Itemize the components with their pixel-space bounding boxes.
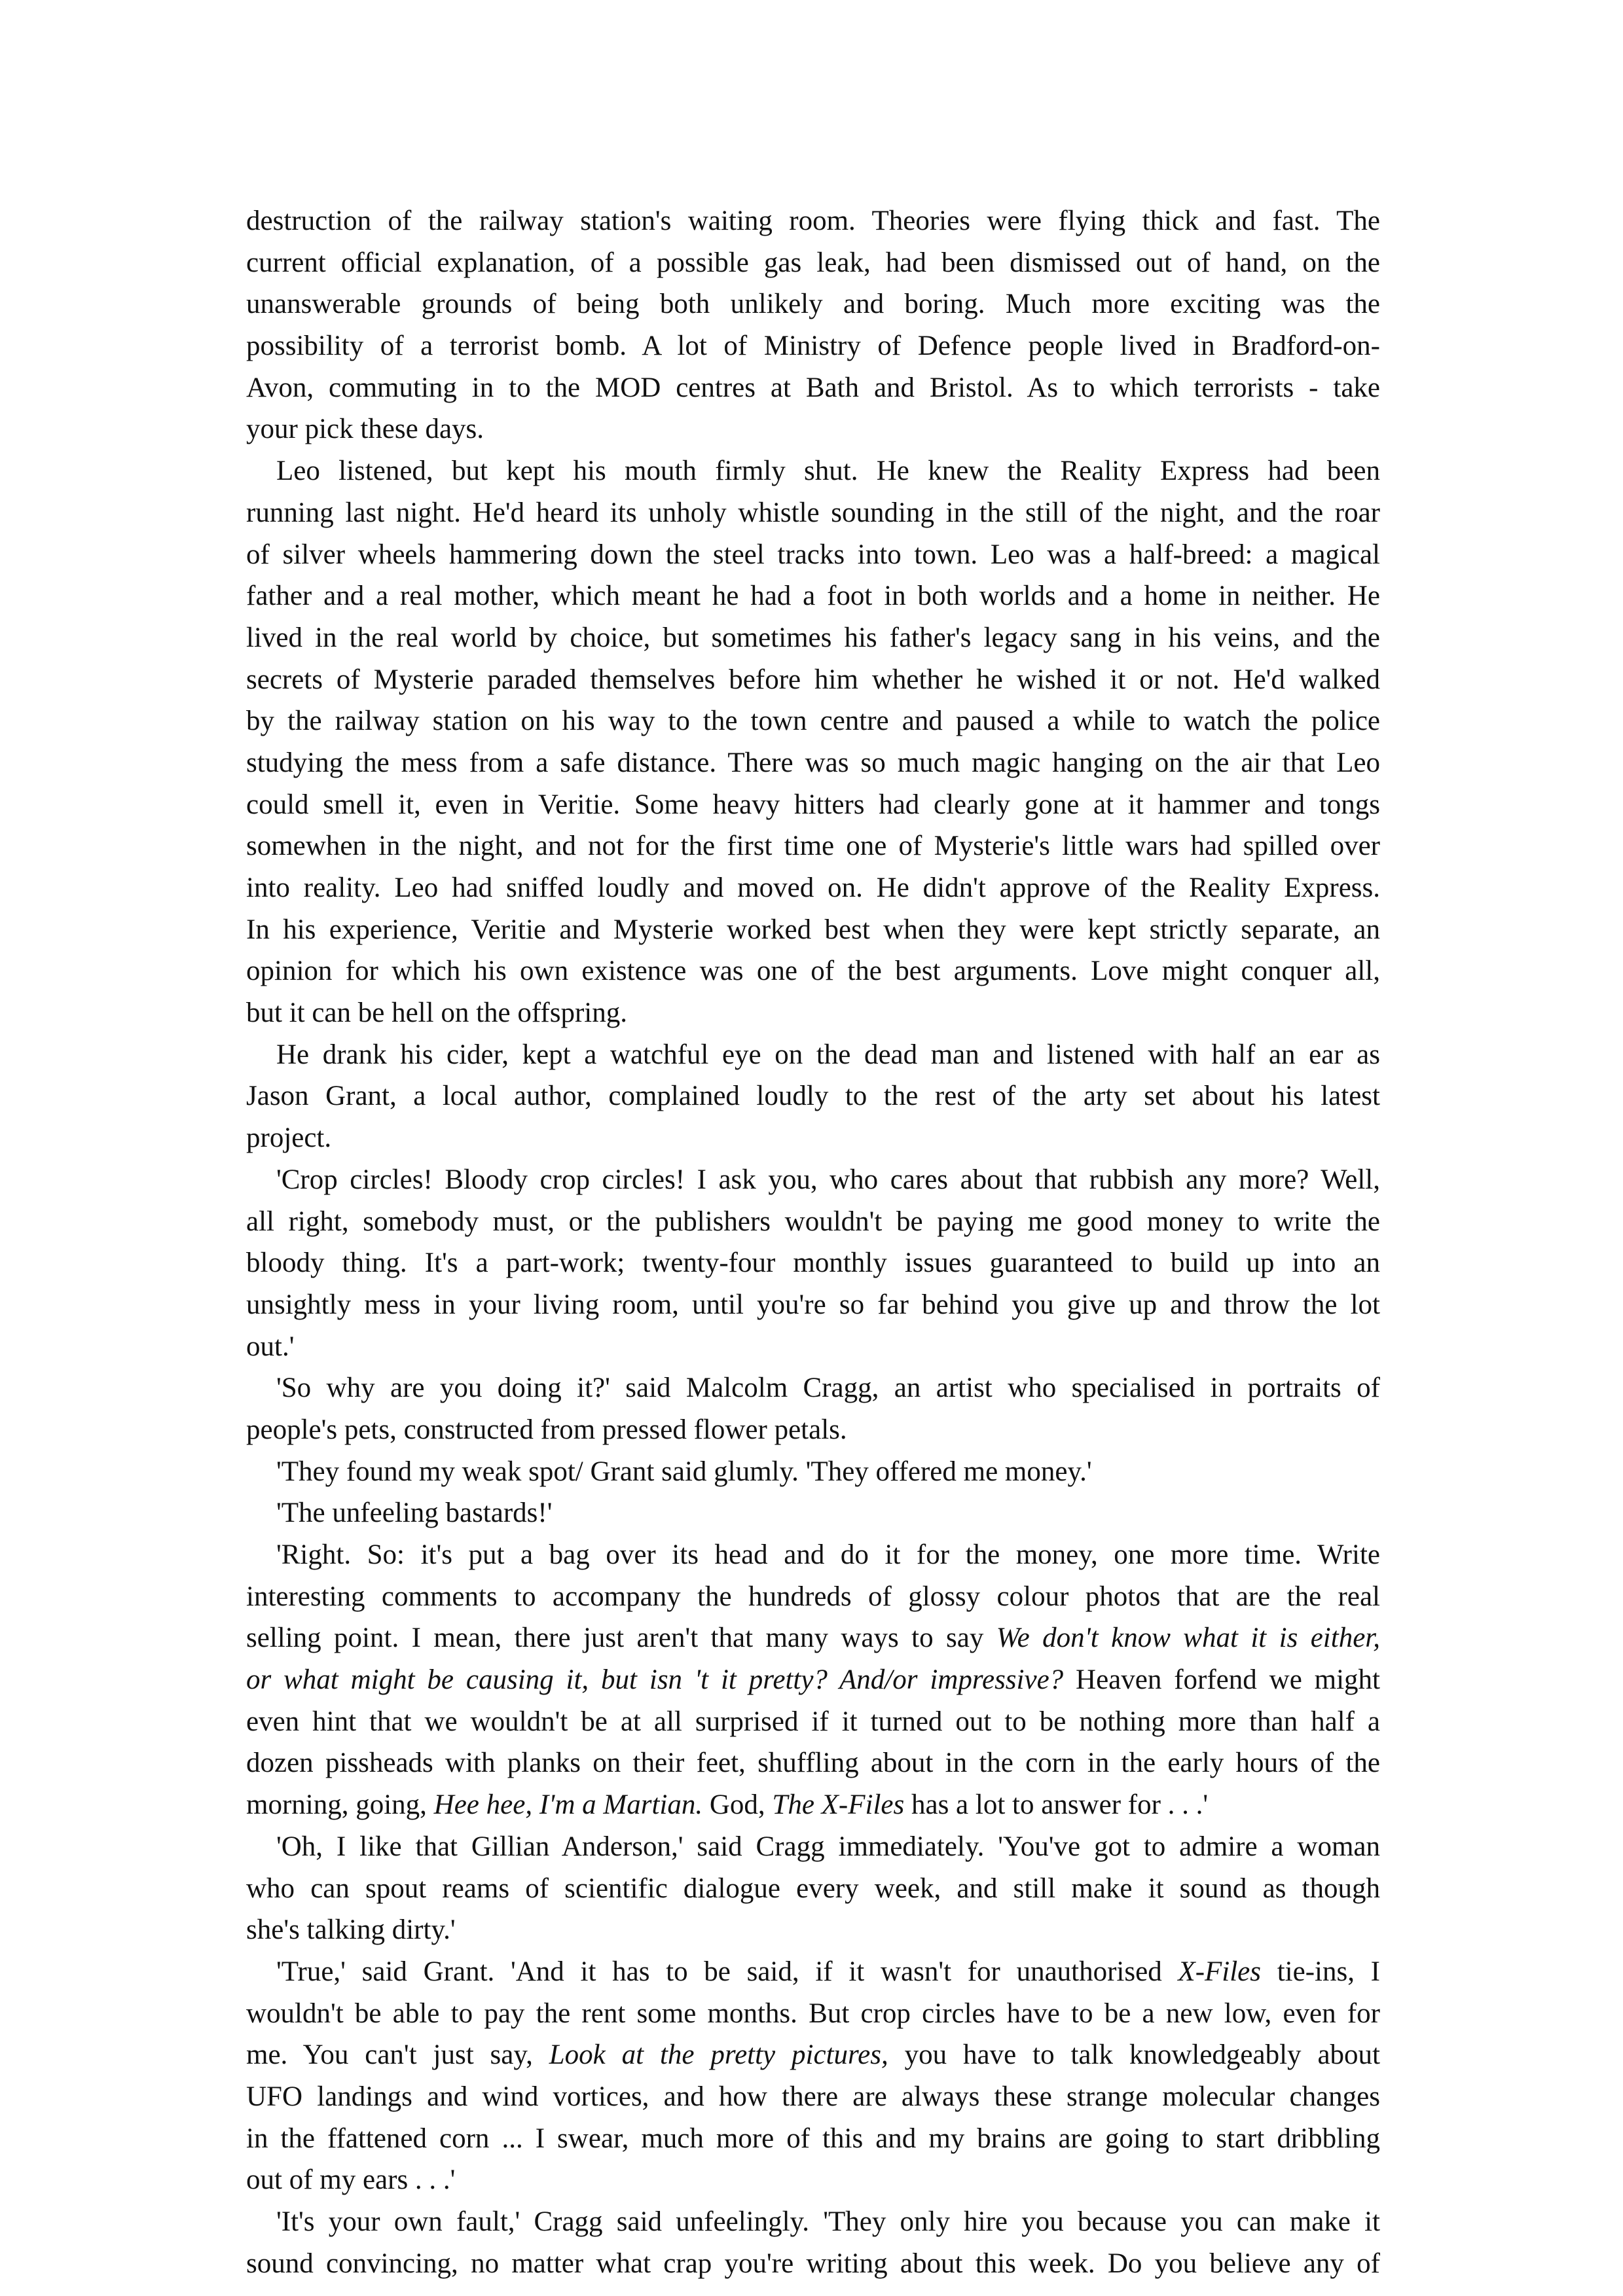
text-segment: she's talking dirty.' [246,1914,456,1946]
text-segment: Jason Grant, a local author, complained loudly to the rest of the arty set about his latest [246,1081,1380,1112]
text-line [246,617,1380,659]
italic-text: X-Files [1178,1956,1261,1987]
text-segment: even hint that we wouldn't be at all surprised if it turned out to be nothing more than half a [246,1706,1380,1737]
text-segment: out of my ears . . .' [246,2164,456,2196]
text-line [246,2201,1380,2243]
text-segment: 'Oh, I like that Gillian Anderson,' said Cragg immediately. 'You've got to admire a woman [276,1831,1380,1862]
text-segment: selling point. I mean, there just aren't that many ways to say [246,1623,996,1654]
text-segment: in the ffattened corn ... I swear, much more of this and my brains are going to start dribbling [246,2123,1380,2154]
text-segment: 'So why are you doing it?' said Malcolm Cragg, an artist who specialised in portraits of [276,1372,1380,1404]
text-segment: unanswerable grounds of being both unlikely and boring. Much more exciting was the [246,289,1380,320]
text-segment: 'True,' said Grant. 'And it has to be said, if it wasn't for unauthorised [276,1956,1178,1987]
text-segment: tie-ins, I [1261,1956,1380,1987]
text-segment: He drank his cider, kept a watchful eye on the dead man and listened with half an ear as [276,1039,1380,1070]
text-line [246,700,1380,742]
text-line [246,1034,1380,1076]
text-segment: me. You can't just say, [246,2039,549,2071]
text-segment: by the railway station on his way to the town centre and paused a while to watch the police [246,706,1380,737]
text-line [246,1201,1380,1243]
text-segment: somewhen in the night, and not for the first time one of Mysterie's little wars had spilled over [246,831,1380,862]
text-segment: God, [702,1789,773,1821]
text-segment: opinion for which his own existence was one of the best arguments. Love might conquer all, [246,956,1380,987]
text-segment: but it can be hell on the offspring. [246,997,627,1029]
text-segment: 'Right. So: it's put a bag over its head and do it for the money, one more time. Write [276,1539,1380,1570]
text-line [246,1784,1380,1826]
text-segment: studying the mess from a safe distance. There was so much magic hanging on the air that Leo [246,747,1380,778]
text-segment: into reality. Leo had sniffed loudly and moved on. He didn't approve of the Reality Express. [246,872,1380,903]
text-line [246,450,1380,492]
text-line [246,200,1380,242]
text-line [246,1284,1380,1326]
italic-text: Look at the pretty pictures, [549,2039,888,2071]
text-line [246,1534,1380,1576]
text-segment: you have to talk knowledgeably about [888,2039,1380,2071]
text-segment: project. [246,1122,332,1154]
text-segment: unsightly mess in your living room, until you're so far behind you give up and throw the lot [246,1289,1380,1320]
text-segment: interesting comments to accompany the hundreds of glossy colour photos that are the real [246,1581,1380,1612]
text-line [246,1075,1380,1117]
text-line [246,1451,1380,1493]
text-line [246,867,1380,909]
text-segment: father and a real mother, which meant he had a foot in both worlds and a home in neither. He [246,581,1380,612]
text-line [246,2243,1380,2285]
text-line [246,1117,1380,1159]
text-line [246,1909,1380,1951]
text-line [246,1159,1380,1201]
text-line [246,1326,1380,1368]
text-line [246,909,1380,951]
text-line [246,575,1380,617]
text-line [246,2034,1380,2076]
text-line [246,784,1380,826]
text-segment: 'The unfeeling bastards!' [276,1498,553,1529]
text-segment: morning, going, [246,1789,434,1821]
text-line [246,283,1380,325]
text-line [246,1367,1380,1409]
text-segment: UFO landings and wind vortices, and how there are always these strange molecular changes [246,2081,1380,2112]
text-segment: running last night. He'd heard its unholy whistle sounding in the still of the night, and the roar [246,497,1380,528]
text-segment: In his experience, Veritie and Mysterie worked best when they were kept strictly separate, an [246,914,1380,945]
text-segment: possibility of a terrorist bomb. A lot of Ministry of Defence people lived in Bradford-on- [246,331,1380,362]
text-segment: all right, somebody must, or the publishers wouldn't be paying me good money to write the [246,1206,1380,1237]
text-segment: current official explanation, of a possible gas leak, had been dismissed out of hand, on the [246,247,1380,278]
text-segment: Avon, commuting in to the MOD centres at Bath and Bristol. As to which terrorists - take [246,372,1380,403]
text-line [246,1492,1380,1534]
text-segment: bloody thing. It's a part-work; twenty-four monthly issues guaranteed to build up into an [246,1247,1380,1279]
text-line [246,1868,1380,1910]
text-line [246,1742,1380,1784]
text-segment: 'They found my weak spot/ Grant said glumly. 'They offered me money.' [276,1456,1092,1487]
text-line [246,1701,1380,1743]
italic-text: Hee hee, I'm a Martian. [433,1789,703,1821]
text-segment: could smell it, even in Veritie. Some heavy hitters had clearly gone at it hammer and tongs [246,789,1380,820]
text-line [246,1826,1380,1868]
text-line [246,1242,1380,1284]
text-line [246,1951,1380,1993]
text-segment: 'It's your own fault,' Cragg said unfeelingly. 'They only hire you because you can make it [276,2206,1380,2237]
text-segment: wouldn't be able to pay the rent some months. But crop circles have to be a new low, even for [246,1998,1380,2029]
text-line [246,992,1380,1034]
text-segment: Heaven forfend we might [1063,1664,1380,1696]
text-segment: has a lot to answer for . . .' [904,1789,1209,1821]
text-segment: sound convincing, no matter what crap you're writing about this week. Do you believe any of [246,2248,1380,2279]
text-segment: out.' [246,1331,295,1362]
text-line [246,1659,1380,1701]
text-line [246,2118,1380,2160]
text-line [246,1993,1380,2035]
text-line [246,492,1380,534]
text-segment: who can spout reams of scientific dialogue every week, and still make it sound as though [246,1873,1380,1904]
text-segment: dozen pissheads with planks on their feet, shuffling about in the corn in the early hours of the [246,1748,1380,1779]
italic-text: The X-Files [772,1789,905,1821]
text-line [246,2159,1380,2201]
text-line [246,825,1380,867]
text-line [246,2076,1380,2118]
text-segment: lived in the real world by choice, but sometimes his father's legacy sang in his veins, and the [246,622,1380,653]
text-line [246,950,1380,992]
text-line [246,408,1380,450]
text-segment: your pick these days. [246,414,484,445]
text-line [246,1576,1380,1618]
text-line [246,659,1380,701]
text-line [246,534,1380,576]
text-line [246,325,1380,367]
text-segment: destruction of the railway station's waiting room. Theories were flying thick and fast. The [246,206,1380,236]
italic-text: or what might be causing it, but isn 't it pretty? And/or impressive? [246,1664,1064,1696]
text-line [246,242,1380,284]
text-line [246,1617,1380,1659]
text-segment: Leo listened, but kept his mouth firmly shut. He knew the Reality Express had been [276,456,1380,487]
text-segment: people's pets, constructed from pressed flower petals. [246,1414,847,1445]
text-segment: 'Crop circles! Bloody crop circles! I ask you, who cares about that rubbish any more? Well, [276,1164,1380,1195]
text-segment: of silver wheels hammering down the steel tracks into town. Leo was a half-breed: a magical [246,539,1380,570]
text-line [246,742,1380,784]
text-segment: secrets of Mysterie paraded themselves before him whether he wished it or not. He'd walked [246,664,1380,695]
text-line [246,1409,1380,1451]
book-page-text [246,200,1380,2284]
text-line [246,367,1380,409]
italic-text: We don't know what it is either, [996,1623,1380,1654]
